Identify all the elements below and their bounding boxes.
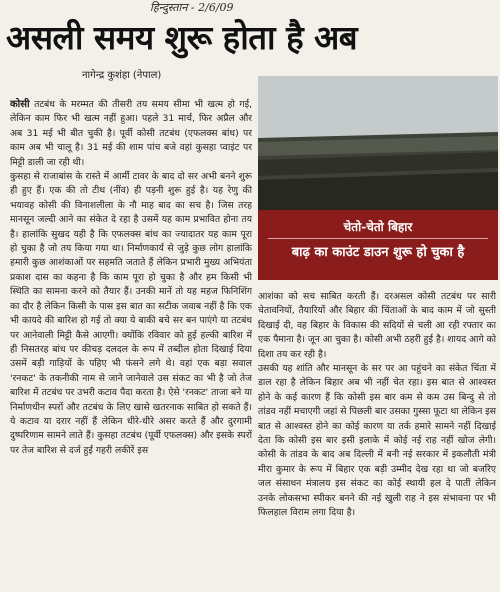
article-byline: नागेन्द्र कुशंहा (नेपाल) (82, 70, 162, 81)
article-column-1 (10, 98, 252, 588)
article-headline: असली समय शुरू होता है अब (6, 18, 358, 57)
banner-kicker: चेतो-चेतो बिहार (343, 220, 413, 234)
article-paragraph-1-text: तटबंध के मरम्मत की तीसरी तय समय सीमा भी खत्म हो गई, लेकिन काम फिर भी खत्म नहीं हुआ। पहले 31 मार्च, फिर अप्रैल और अब 31 मई भी बीत चुकी है। पूर्वी कोसी तटबंध (एफलक्स बांध) पर काम अब भी चालू है। 31 मई की शाम पांच बजे वहां कुसहा प्वाइंट पर मिट्टी डाली जा रही थी। (10, 99, 252, 168)
banner-headline: बाढ़ का काउंट डाउन शुरू हो चुका है (291, 245, 465, 260)
sidebar-banner (258, 210, 498, 280)
lead-word: कोसी (10, 99, 30, 110)
kosi-embankment-photo (258, 76, 498, 210)
article-column-2 (258, 290, 496, 588)
article-paragraph-2: कुसहा से राजाबांस के रास्ते में आर्मी टावर के बाद दो सर अभी बनने शुरू ही हुए हैं। एक की तो टीथ (नींव) ही पड़नी शुरू हुई है। यह रेणु की भयावह कोसी की विनाशलीला के नौ माह बाद का सच है। जिस तरह मानसून जल्दी आने का संकेत दे रहा है उसमें यह काम प्रभावित होना तय है। हालांकि सुखद यही है कि एफलक्स बांध का ज्यादातर यह काम पूरा हो चुका है जो तय किया गया था। निर्माणकार्य से जुड़े कुछ लोग हालांकि हमारी कुछ आशंकाओं पर सहमति जताते हैं लेकिन प्रभारी मुख्य अभियंता प्रकाश दास का कहना है कि काम पूरा हो चुका है और हम किसी भी स्थिति का सामना करने को तैयार हैं। उनकी मानें तो यह महज फिनिशिंग का दौर है लेकिन किसी के पास इस बात का सटीक जवाब नहीं है कि एक भी कायदे की बारिश हो गई तो क्या ये बाकी बचे सर बन पाएंगे या तटबंध पर आनेवाली मिट्टी कैसे आएगी। क्योंकि रविवार को हुई हल्की बारिश में ही निसतरह बांध पर कीचड़ दलदल के रूप में तब्दील होता दिखाई दिया उसमें बड़ी गाड़ियों के पहिए भी फंसने लगे थे। वहां एक बड़ा सवाल 'रनकट' के तकनीकी नाम से जाने जानेवाले उस संकट का भी है जो तेज बारिश में तटबंध पर उभरी कटाव पैदा करता है। ऐसे 'रनकट' ताजा बने या निर्माणधीन स्परों और तटबंध के लिए खासे खतरनाक साबित हो सकते हैं। ये कटाव या दरार नहीं हैं लेकिन धीरे-धीरे असर करते हैं और दुरगामी दुष्परिणाम सामने लाते हैं। कुसहा तटबंध (पूर्वी एफलक्स) और इसके स्परों पर तेज बारिश से दर्ज हुई गहरी लकीरें इस (10, 171, 252, 456)
article-paragraph-4: उसकी यह शांति और मानसून के सर पर आ पहुंचने का संकेत चिंता में डाल रहा है लेकिन बिहार अब भी नहीं चेत रहा। इस बात से आश्वस्त होने के कई कारण हैं कि कोसी इस बार कम से कम उस बिन्दु से तो तांडव नहीं मचाएगी जहां से पिछली बार उसका गुस्सा फूटा था लेकिन इस बात से आश्वस्त होने का कोई कारण या तर्क हमारे सामने नहीं दिखाई देता कि कोसी इस बार इसी इलाके में कोई नई राह नहीं खोज लेगी। कोसी के तांडव के बाद अब दिल्ली में बनी नई सरकार में इकलौती मंत्री मीरा कुमार के रूप में बिहार एक बड़ी उम्मीद देख रहा था जो बजरिए जल संसाधन मंत्रालय इस संकट का कोई स्थायी हल दे पातीं लेकिन उनके लोकसभा स्पीकर बनने की नई खुली राह ने इस संभावना पर भी फिलहाल विराम लगा दिया है। (258, 363, 496, 519)
photo-scene (258, 76, 498, 210)
article-paragraph-1 (10, 98, 252, 170)
article-paragraph-3: आशंका को सच साबित करती हैं। दरअसल कोसी तटबंध पर सारी चेतावनियों, तैयारियों और बिहार की चिंताओं के बाद काम में जो सुस्ती दिखाई दी, वह बिहार के विकास की सदियों से चली आ रही रफ्तार का एक पैमाना है। जून आ चुका है। कोसी अभी ठहरी हुई है। शायद आगे को दिशा तय कर रही है। (258, 291, 496, 360)
banner-divider (268, 238, 488, 239)
handwritten-date-note: हिन्दुस्तान - 2/6/09 (150, 1, 234, 14)
